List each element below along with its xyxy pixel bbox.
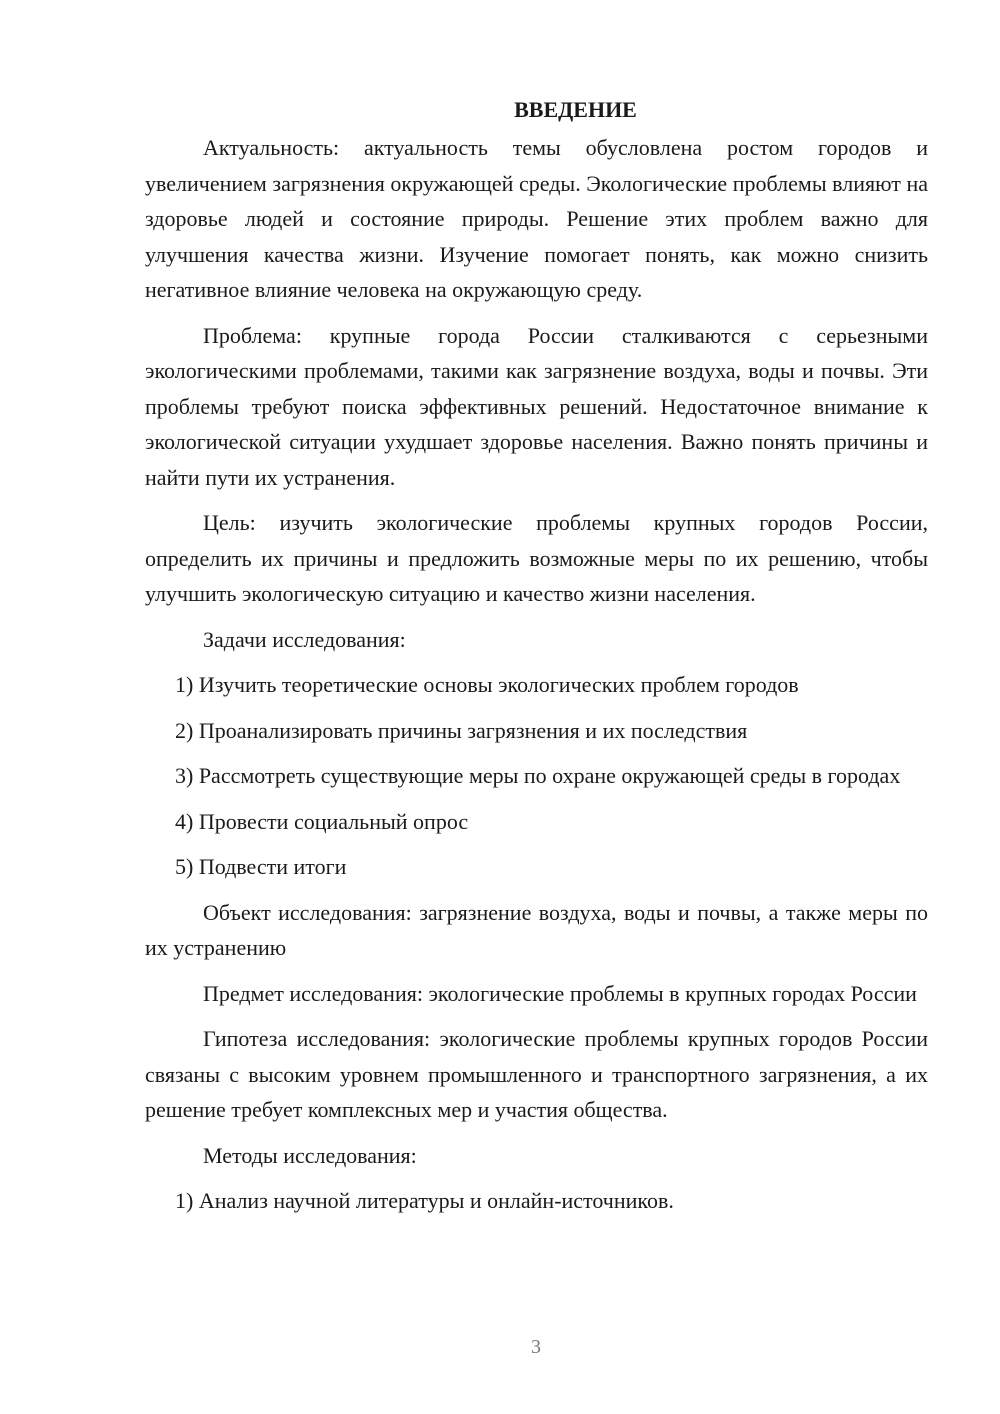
task-item-5: 5) Подвести итоги bbox=[175, 854, 347, 879]
task-item-1: 1) Изучить теоретические основы экологических проблем городов bbox=[175, 672, 799, 697]
task-item-2: 2) Проанализировать причины загрязнения и их последствия bbox=[175, 717, 748, 743]
page-content bbox=[145, 95, 928, 1229]
section-heading: ВВЕДЕНИЕ bbox=[514, 97, 637, 122]
task-item-4: 4) Провести социальный опрос bbox=[175, 808, 469, 834]
paragraph-subject: Предмет исследования: экологические проблемы в крупных городах России bbox=[203, 980, 917, 1006]
paragraph-relevance: Актуальность: актуальность темы обусловлена ростом городов и увеличением загрязнения окружающей среды. Экологические проблемы влияют на здоровье людей и состояние природы. Решение этих проблем важно для улучшения качества жизни. Изучение помогает понять, как можно снизить негативное влияние человека на окружающую среду. bbox=[145, 135, 928, 302]
methods-title: Методы исследования: bbox=[203, 1142, 417, 1168]
paragraph-problem: Проблема: крупные города России сталкиваются с серьезными экологическими проблемами, такими как загрязнение воздуха, воды и почвы. Эти проблемы требуют поиска эффективных решений. Недостаточное внимание к экологической ситуации ухудшает здоровье населения. Важно понять причины и найти пути их устранения. bbox=[145, 322, 928, 490]
task-item-3: 3) Рассмотреть существующие меры по охране окружающей среды в городах bbox=[175, 763, 901, 788]
paragraph-hypothesis: Гипотеза исследования: экологические проблемы крупных городов России связаны с высоким уровнем промышленного и транспортного загрязнения, а их решение требует комплексных мер и участия общества. bbox=[145, 1026, 928, 1122]
method-item-1: 1) Анализ научной литературы и онлайн-источников. bbox=[175, 1188, 674, 1213]
paragraph-object: Объект исследования: загрязнение воздуха, воды и почвы, а также меры по их устранению bbox=[145, 899, 928, 960]
page-number: 3 bbox=[531, 1336, 541, 1358]
paragraph-goal: Цель: изучить экологические проблемы крупных городов России, определить их причины и предложить возможные меры по их решению, чтобы улучшить экологическую ситуацию и качество жизни населения. bbox=[145, 510, 928, 606]
tasks-title: Задачи исследования: bbox=[203, 626, 406, 652]
